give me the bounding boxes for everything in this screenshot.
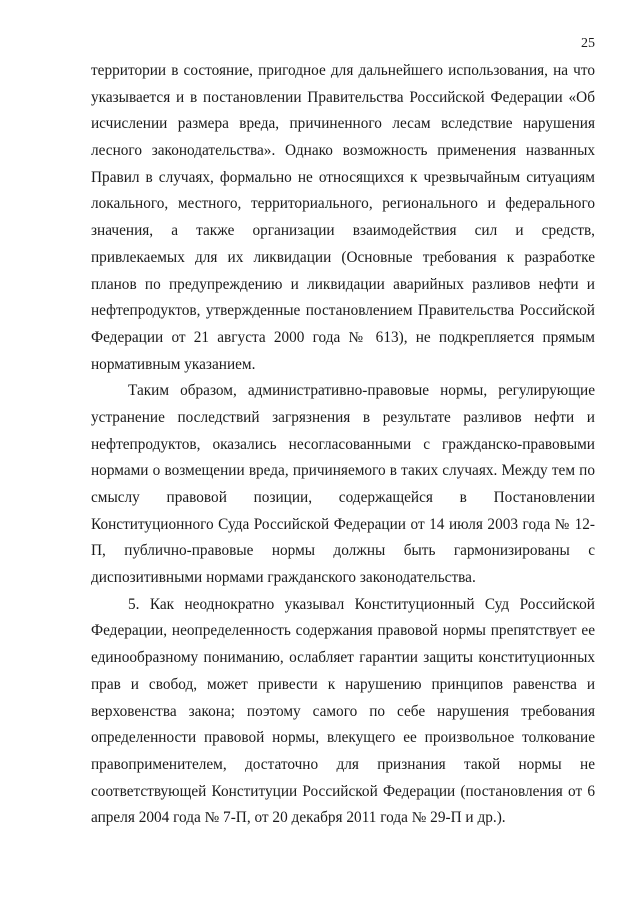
text-line: единообразному пониманию, ослабляет гарантии защиты конституционных bbox=[91, 649, 595, 667]
text-line: значения, а также организации взаимодействия сил и средств, bbox=[91, 222, 595, 240]
text-line: нефтепродуктов, оказались несогласованными с гражданско-правовыми bbox=[91, 435, 595, 453]
text-line: нормами о возмещении вреда, причиняемого в таких случаях. Между тем по bbox=[91, 462, 595, 480]
text-line: апреля 2004 года № 7-П, от 20 декабря 2011 года № 29-П и др.). bbox=[91, 809, 506, 827]
text-line: прав и свобод, может привести к нарушению принципов равенства и bbox=[91, 675, 595, 693]
text-line: правоприменителем, достаточно для признания такой нормы не bbox=[91, 755, 595, 773]
page-number: 25 bbox=[581, 36, 595, 51]
text-line: 5. Как неоднократно указывал Конституционный Суд Российской bbox=[128, 595, 595, 613]
text-line: лесного законодательства». Однако возможность применения названных bbox=[91, 142, 595, 160]
text-line: смыслу правовой позиции, содержащейся в Постановлении bbox=[91, 489, 595, 506]
text-line: исчислении размера вреда, причиненного лесам вследствие нарушения bbox=[91, 115, 595, 133]
text-line: соответствующей Конституции Российской Федерации (постановления от 6 bbox=[91, 782, 595, 800]
text-line: нефтепродуктов, утвержденные постановлением Правительства Российской bbox=[91, 302, 595, 320]
text-line: Федерации, неопределенность содержания правовой нормы препятствует ее bbox=[91, 622, 595, 640]
body-text bbox=[91, 58, 595, 832]
text-line: нормативным указанием. bbox=[91, 355, 256, 373]
text-line: диспозитивными нормами гражданского законодательства. bbox=[91, 569, 476, 587]
text-line: Таким образом, административно-правовые нормы, регулирующие bbox=[128, 382, 595, 400]
text-line: П, публично-правовые нормы должны быть гармонизированы с bbox=[91, 542, 595, 560]
text-line: привлекаемых для их ликвидации (Основные требования к разработке bbox=[91, 248, 595, 266]
text-line: Правил в случаях, формально не относящихся к чрезвычайным ситуациям bbox=[91, 168, 595, 186]
text-line: верховенства закона; поэтому самого по себе нарушения требования bbox=[91, 702, 595, 720]
text-line: определенности правовой нормы, влекущего ее произвольное толкование bbox=[91, 729, 595, 747]
text-line: Конституционного Суда Российской Федерации от 14 июля 2003 года № 12- bbox=[91, 515, 595, 533]
text-line: устранение последствий загрязнения в результате разливов нефти и bbox=[91, 408, 595, 426]
text-line: локального, местного, территориального, регионального и федерального bbox=[91, 195, 595, 213]
text-line: планов по предупреждению и ликвидации аварийных разливов нефти и bbox=[91, 275, 595, 293]
text-line: территории в состояние, пригодное для дальнейшего использования, на что bbox=[91, 62, 595, 79]
text-line: указывается и в постановлении Правительства Российской Федерации «Об bbox=[91, 88, 595, 106]
text-line: Федерации от 21 августа 2000 года № 613), не подкрепляется прямым bbox=[91, 328, 595, 346]
